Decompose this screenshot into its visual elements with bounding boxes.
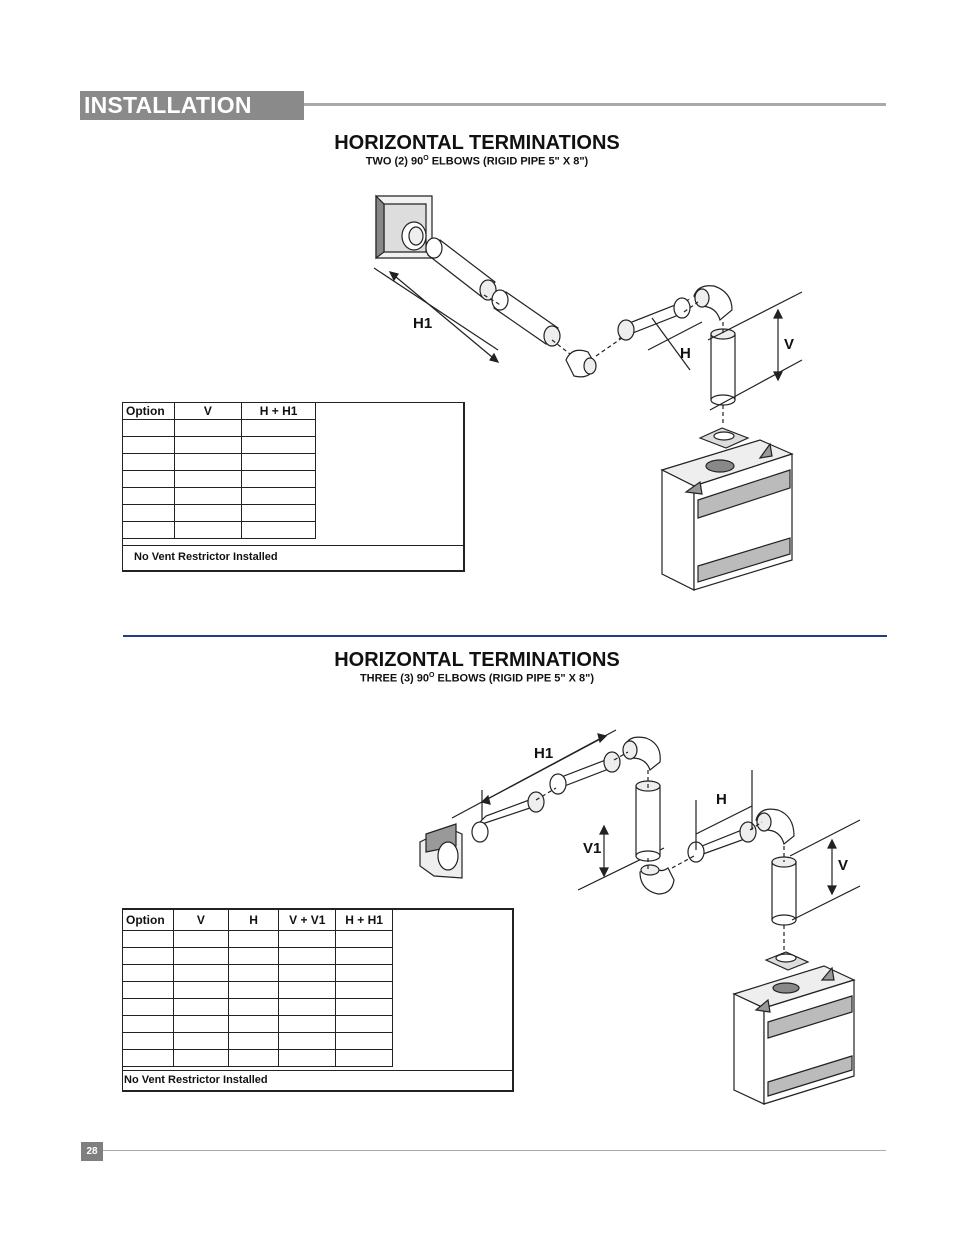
dim-label-v: V	[838, 857, 849, 874]
col-header: V + V1	[279, 910, 336, 931]
col-header: Option	[123, 910, 173, 931]
table-row	[123, 1033, 393, 1050]
dim-label-h: H	[680, 345, 691, 362]
dim-label-v1: V1	[583, 840, 602, 857]
section2-subtitle: THREE (3) $90^O$ ELBOWS (RIGID PIPE 5" X 8")	[359, 672, 595, 685]
table-row	[123, 1016, 393, 1033]
col-header: H + H1	[242, 403, 316, 420]
page-title: INSTALLATION	[84, 92, 252, 118]
section2-title: HORIZONTAL TERMINATIONS	[334, 649, 620, 671]
table-row	[123, 931, 393, 948]
elbow-1	[623, 737, 660, 770]
col-header: V	[173, 910, 228, 931]
col-header: H + H1	[336, 910, 393, 931]
table-row	[123, 999, 393, 1016]
page-number: 28	[81, 1142, 103, 1161]
elbow-3	[756, 809, 794, 844]
fireplace-unit	[734, 966, 854, 1104]
pipe-section-2	[550, 752, 620, 794]
section2-table	[123, 910, 393, 1067]
table-row	[123, 982, 393, 999]
table-header-row	[123, 910, 393, 931]
section1-table-note: No Vent Restrictor Installed	[134, 551, 278, 563]
dim-label-h1: H1	[534, 745, 554, 762]
section2-table-frame	[122, 908, 514, 1092]
section1-subtitle: TWO (2) $90^O$ ELBOWS (RIGID PIPE 5" X 8")	[365, 155, 589, 168]
elbow-2	[640, 865, 674, 894]
section2-table-note: No Vent Restrictor Installed	[124, 1074, 268, 1086]
table-row	[123, 1050, 393, 1067]
section1-title: HORIZONTAL TERMINATIONS	[334, 132, 620, 154]
table-row	[123, 948, 393, 965]
vertical-pipe-v1	[636, 781, 660, 861]
wall-termination-cap	[420, 824, 462, 878]
vertical-pipe-v	[772, 857, 796, 925]
pipe-section-1	[472, 792, 544, 842]
dim-label-h: H	[716, 791, 727, 808]
dim-label-h1: H1	[413, 315, 433, 332]
col-header: H	[228, 910, 279, 931]
pipe-section-3	[688, 822, 756, 862]
dim-label-v: V	[784, 336, 795, 353]
col-header: V	[174, 403, 242, 420]
col-header: Option	[123, 403, 174, 420]
footer-rule	[103, 1150, 886, 1151]
table-row	[123, 965, 393, 982]
